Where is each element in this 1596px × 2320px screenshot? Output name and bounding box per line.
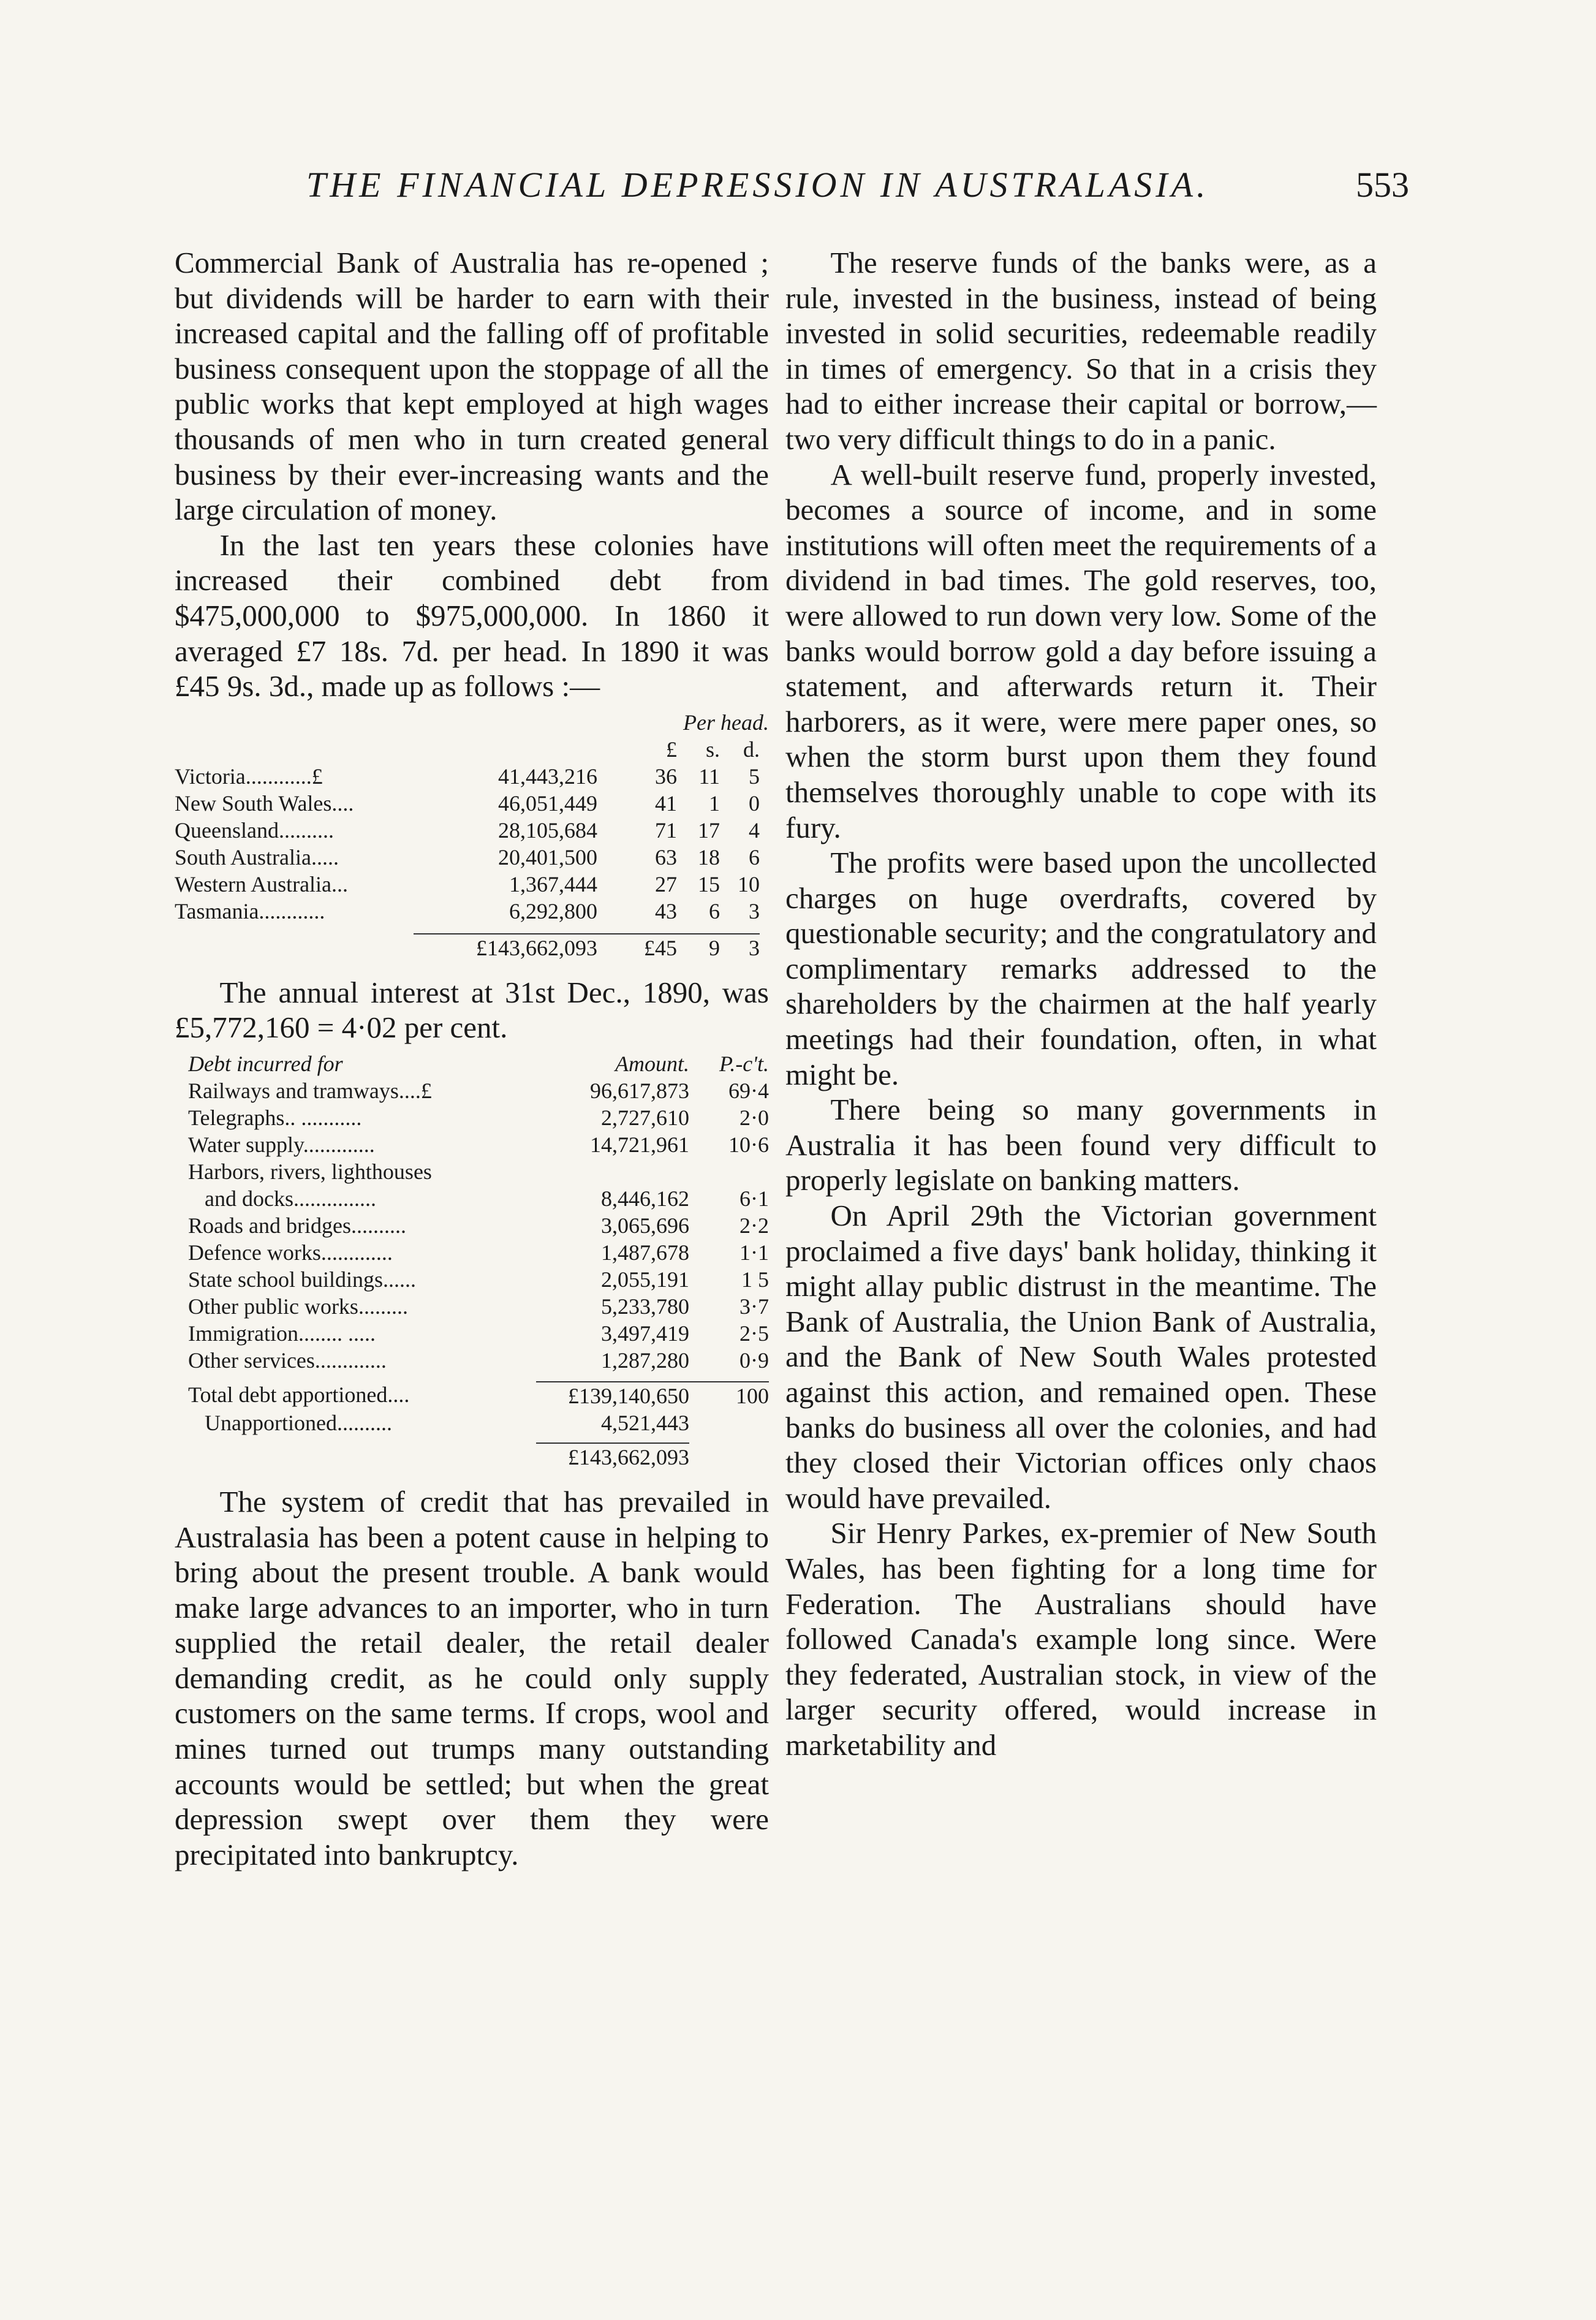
- grand-total-amount: £143,662,093: [536, 1442, 689, 1471]
- per-head-pence: 6: [749, 844, 760, 870]
- debt-percent: 2·2: [739, 1213, 769, 1238]
- running-header: [306, 164, 1409, 213]
- debt-purpose: Immigration........ .....: [188, 1321, 376, 1346]
- colony-name: Victoria............£: [175, 764, 323, 789]
- table-total-row: [188, 1381, 769, 1409]
- colony-amount: 28,105,684: [498, 817, 597, 843]
- debt-percent: 2·0: [739, 1105, 769, 1130]
- unapportioned-label: Unapportioned..........: [188, 1410, 392, 1435]
- table-row: [175, 790, 769, 817]
- table-row: [175, 898, 769, 925]
- unit-shillings: s.: [705, 737, 720, 762]
- per-head-pounds: 43: [655, 898, 677, 923]
- table-row: [175, 844, 769, 871]
- table-row: [188, 1347, 769, 1374]
- table-row: [188, 1077, 769, 1104]
- colony-debt-table: [175, 709, 769, 961]
- paragraph: On April 29th the Victorian government proclaimed a five days' bank holiday, thinking it might allay public distrust in the meantime. The Bank of Australia, the Union Bank of Australia, and the Bank of New South Wales protested against this action, and remained open. These banks do business all over the colonies, and had they closed their Victorian offices only chaos would have prevailed.: [785, 1199, 1377, 1515]
- paragraph: Sir Henry Parkes, ex-premier of New South Wales, has been fighting for a long time for Federation. The Australians should have followed Canada's example long since. Were they federated, Australian stock, in view of the larger security offered, would increase in marketability and: [785, 1516, 1377, 1762]
- debt-purpose: Harbors, rivers, lighthouses: [188, 1159, 432, 1184]
- debt-amount: 5,233,780: [601, 1294, 689, 1319]
- colony-amount: 1,367,444: [509, 871, 597, 897]
- per-head-shillings: 6: [709, 898, 720, 923]
- table-units-row: [175, 736, 769, 763]
- table-row: [188, 1212, 769, 1239]
- colony-name: Western Australia...: [175, 871, 349, 897]
- per-head-shillings: 15: [698, 871, 720, 897]
- table-row: [188, 1239, 769, 1266]
- debt-percent: 3·7: [739, 1294, 769, 1319]
- table-grand-total-row: [188, 1442, 769, 1471]
- debt-purpose: Other public works.........: [188, 1294, 408, 1319]
- debt-percent: 6·1: [739, 1186, 769, 1211]
- per-head-pounds: 63: [655, 844, 677, 870]
- debt-purpose: Railways and tramways....£: [188, 1078, 432, 1103]
- table-row: [188, 1104, 769, 1131]
- total-apportioned-label: Total debt apportioned....: [188, 1382, 410, 1407]
- table-row: [188, 1409, 769, 1436]
- paragraph: There being so many governments in Australia it has been found very difficult to properly legislate on banking matters.: [785, 1093, 1377, 1197]
- paragraph: Commercial Bank of Australia has re-opened ; but dividends will be harder to earn with their increased capital and the falling off of profitable business consequent upon the stoppage of all the public works that kept employed at high wages thousands of men who in turn created general business by their ever-increasing wants and the large circulation of money.: [175, 246, 769, 527]
- page-number: 553: [1356, 165, 1409, 205]
- table-row: [188, 1266, 769, 1293]
- per-head-pence: 10: [738, 871, 760, 897]
- debt-purpose: Water supply.............: [188, 1132, 375, 1157]
- debt-amount: 14,721,961: [590, 1132, 689, 1157]
- colony-name: South Australia.....: [175, 844, 339, 870]
- debt-heading-label: Debt incurred for: [188, 1051, 343, 1076]
- debt-amount: 96,617,873: [590, 1078, 689, 1103]
- debt-percent: 1·1: [739, 1240, 769, 1265]
- table-row: [175, 871, 769, 898]
- debt-heading-pct: P.-c't.: [719, 1051, 769, 1076]
- left-column: [175, 245, 769, 1872]
- per-head-shillings: 17: [698, 817, 720, 843]
- debt-percent: [689, 1158, 769, 1185]
- total-pence: 3: [720, 933, 760, 961]
- debt-percent: 10·6: [728, 1132, 769, 1157]
- table-row: [188, 1293, 769, 1320]
- per-head-shillings: 18: [698, 844, 720, 870]
- table-row: [188, 1320, 769, 1347]
- debt-heading-amount: Amount.: [615, 1051, 689, 1076]
- debt-purpose: Roads and bridges..........: [188, 1213, 406, 1238]
- table-row: [188, 1158, 769, 1185]
- debt-purpose: Other services.............: [188, 1348, 387, 1373]
- running-title: THE FINANCIAL DEPRESSION IN AUSTRALASIA.: [306, 165, 1209, 205]
- paragraph: The annual interest at 31st Dec., 1890, was £5,772,160 = 4·02 per cent.: [175, 975, 769, 1045]
- debt-amount: [536, 1158, 689, 1185]
- colony-amount: 46,051,449: [498, 790, 597, 816]
- debt-percent: 0·9: [739, 1348, 769, 1373]
- per-head-pounds: 41: [655, 790, 677, 816]
- paragraph: The reserve funds of the banks were, as a rule, invested in the business, instead of being invested in solid securities, redeemable readily in times of emergency. So that in a crisis they had to either increase their capital or borrow,—two very difficult things to do in a panic.: [785, 246, 1377, 456]
- debt-amount: 1,287,280: [601, 1348, 689, 1373]
- debt-purpose: Telegraphs.. ...........: [188, 1105, 362, 1130]
- debt-purpose: Defence works.............: [188, 1240, 393, 1265]
- per-head-shillings: 11: [698, 764, 720, 789]
- per-head-shillings: 1: [709, 790, 720, 816]
- paragraph: In the last ten years these colonies have increased their combined debt from $475,000,000 to $975,000,000. In 1860 it averaged £7 18s. 7d. per head. In 1890 it was £45 9s. 3d., made up as follows :—: [175, 528, 769, 703]
- per-head-pounds: 27: [655, 871, 677, 897]
- colony-name: New South Wales....: [175, 790, 354, 816]
- per-head-heading: Per head.: [683, 710, 769, 735]
- table-header-row: [175, 709, 769, 736]
- per-head-pence: 0: [749, 790, 760, 816]
- debt-purpose: State school buildings......: [188, 1267, 416, 1292]
- total-shillings: 9: [677, 933, 720, 961]
- per-head-pence: 3: [749, 898, 760, 923]
- debt-amount: 2,055,191: [601, 1267, 689, 1292]
- unapportioned-amount: 4,521,443: [601, 1410, 689, 1435]
- table-header-row: [188, 1050, 769, 1077]
- unit-pounds: £: [666, 737, 677, 762]
- debt-amount: 3,497,419: [601, 1321, 689, 1346]
- debt-amount: 8,446,162: [601, 1186, 689, 1211]
- right-column: [785, 245, 1377, 1763]
- debt-purpose-table: [188, 1050, 769, 1471]
- per-head-pence: 5: [749, 764, 760, 789]
- total-apportioned-amount: £139,140,650: [536, 1381, 689, 1409]
- colony-amount: 20,401,500: [498, 844, 597, 870]
- table-row: [188, 1131, 769, 1158]
- total-pounds: £45: [597, 933, 677, 961]
- per-head-pounds: 36: [655, 764, 677, 789]
- table-total-row: [175, 933, 769, 961]
- debt-purpose: and docks...............: [188, 1186, 376, 1211]
- debt-percent: 2·5: [739, 1321, 769, 1346]
- table-row: [175, 817, 769, 844]
- total-apportioned-pct: 100: [689, 1381, 769, 1409]
- colony-amount: 41,443,216: [498, 764, 597, 789]
- colony-name: Tasmania............: [175, 898, 325, 923]
- paragraph: A well-built reserve fund, properly invested, becomes a source of income, and in some institutions will often meet the requirements of a dividend in bad times. The gold reserves, too, were allowed to run down very low. Some of the banks would borrow gold a day before issuing a statement, and afterwards return it. Their harborers, as it were, were mere paper ones, so when the storm burst upon them they found themselves thoroughly unable to cope with its fury.: [785, 457, 1377, 844]
- per-head-pounds: 71: [655, 817, 677, 843]
- paragraph: The system of credit that has prevailed in Australasia has been a potent cause in helping to bring about the present trouble. A bank would make large advances to an importer, who in turn supplied the retail dealer, the retail dealer demanding credit, as he could only supply customers on the same terms. If crops, wool and mines turned out trumps many outstanding accounts would be settled; but when the great depression swept over them they were precipitated into bankruptcy.: [175, 1484, 769, 1871]
- per-head-pence: 4: [749, 817, 760, 843]
- colony-amount: 6,292,800: [509, 898, 597, 923]
- table-row: [188, 1185, 769, 1212]
- total-amount: £143,662,093: [414, 933, 597, 961]
- debt-amount: 1,487,678: [601, 1240, 689, 1265]
- debt-percent: 1 5: [741, 1267, 769, 1292]
- colony-name: Queensland..........: [175, 817, 334, 843]
- table-row: [175, 763, 769, 790]
- debt-amount: 3,065,696: [601, 1213, 689, 1238]
- unit-pence: d.: [743, 737, 760, 762]
- debt-percent: 69·4: [728, 1078, 769, 1103]
- debt-amount: 2,727,610: [601, 1105, 689, 1130]
- paragraph: The profits were based upon the uncollected charges on huge overdrafts, covered by questionable security; and the congratulatory and complimentary remarks addressed to the shareholders by the chairmen at the half yearly meetings had their foundation, often, in what might be.: [785, 846, 1377, 1091]
